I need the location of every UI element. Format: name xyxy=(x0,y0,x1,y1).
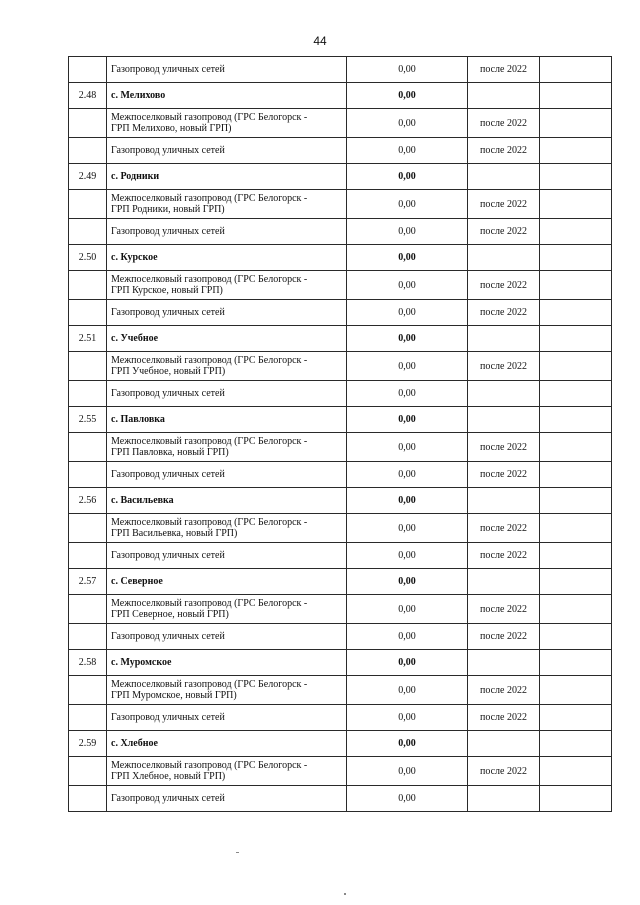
item-name xyxy=(107,624,347,650)
value-cell: 0,00 xyxy=(347,676,468,705)
value-cell: 0,00 xyxy=(347,57,468,83)
value-cell: 0,00 xyxy=(347,326,468,352)
period-cell: после 2022 xyxy=(468,624,540,650)
item-name-line: Газопровод уличных сетей xyxy=(111,712,225,723)
period-cell xyxy=(468,245,540,271)
empty-cell xyxy=(540,326,612,352)
item-name-line: Межпоселковый газопровод (ГРС Белогорск - xyxy=(111,274,308,285)
item-name-line: ГРП Павловка, новый ГРП) xyxy=(111,447,229,458)
period-cell: после 2022 xyxy=(468,543,540,569)
table-row-settlement xyxy=(69,164,612,190)
item-name-line: ГРП Хлебное, новый ГРП) xyxy=(111,771,226,782)
item-name-line: Межпоселковый газопровод (ГРС Белогорск - xyxy=(111,436,308,447)
value-cell: 0,00 xyxy=(347,352,468,381)
settlement-name xyxy=(107,731,347,757)
row-number xyxy=(69,595,107,624)
item-name xyxy=(107,462,347,488)
item-name-line: ГРП Курское, новый ГРП) xyxy=(111,285,223,296)
empty-cell xyxy=(540,138,612,164)
table-row-settlement xyxy=(69,569,612,595)
value-cell: 0,00 xyxy=(347,433,468,462)
item-name-line: с. Хлебное xyxy=(111,738,158,749)
empty-cell xyxy=(540,352,612,381)
table-row xyxy=(69,462,612,488)
settlement-name xyxy=(107,245,347,271)
period-cell xyxy=(468,569,540,595)
empty-cell xyxy=(540,543,612,569)
empty-cell xyxy=(540,83,612,109)
empty-cell xyxy=(540,190,612,219)
period-cell: после 2022 xyxy=(468,705,540,731)
period-cell: после 2022 xyxy=(468,271,540,300)
empty-cell xyxy=(540,433,612,462)
value-cell: 0,00 xyxy=(347,514,468,543)
item-name xyxy=(107,109,347,138)
table-row xyxy=(69,190,612,219)
period-cell: после 2022 xyxy=(468,352,540,381)
item-name-line: ГРП Учебное, новый ГРП) xyxy=(111,366,226,377)
period-cell xyxy=(468,786,540,812)
empty-cell xyxy=(540,624,612,650)
item-name-line: Межпоселковый газопровод (ГРС Белогорск - xyxy=(111,193,308,204)
item-name-line: Газопровод уличных сетей xyxy=(111,550,225,561)
empty-cell xyxy=(540,705,612,731)
table-row-settlement xyxy=(69,326,612,352)
settlement-name xyxy=(107,650,347,676)
row-number: 2.55 xyxy=(69,407,107,433)
item-name-line: с. Северное xyxy=(111,576,163,587)
value-cell: 0,00 xyxy=(347,109,468,138)
item-name-line: с. Курское xyxy=(111,252,158,263)
item-name xyxy=(107,543,347,569)
empty-cell xyxy=(540,650,612,676)
table-row xyxy=(69,300,612,326)
item-name-line: ГРП Муромское, новый ГРП) xyxy=(111,690,237,701)
scan-speck xyxy=(236,852,239,853)
empty-cell xyxy=(540,407,612,433)
period-cell xyxy=(468,731,540,757)
table-row xyxy=(69,433,612,462)
page-number: 44 xyxy=(313,34,327,48)
value-cell: 0,00 xyxy=(347,488,468,514)
period-cell xyxy=(468,407,540,433)
row-number xyxy=(69,624,107,650)
empty-cell xyxy=(540,57,612,83)
value-cell: 0,00 xyxy=(347,462,468,488)
item-name xyxy=(107,705,347,731)
row-number xyxy=(69,271,107,300)
item-name-line: Газопровод уличных сетей xyxy=(111,226,225,237)
empty-cell xyxy=(540,245,612,271)
item-name-line: ГРП Мелихово, новый ГРП) xyxy=(111,123,232,134)
row-number xyxy=(69,757,107,786)
item-name-line: с. Учебное xyxy=(111,333,159,344)
period-cell: после 2022 xyxy=(468,57,540,83)
period-cell xyxy=(468,381,540,407)
empty-cell xyxy=(540,164,612,190)
period-cell: после 2022 xyxy=(468,138,540,164)
value-cell: 0,00 xyxy=(347,650,468,676)
period-cell: после 2022 xyxy=(468,433,540,462)
row-number: 2.50 xyxy=(69,245,107,271)
row-number xyxy=(69,462,107,488)
value-cell: 0,00 xyxy=(347,381,468,407)
row-number xyxy=(69,433,107,462)
table-row xyxy=(69,381,612,407)
item-name-line: Межпоселковый газопровод (ГРС Белогорск - xyxy=(111,679,308,690)
item-name xyxy=(107,300,347,326)
period-cell xyxy=(468,164,540,190)
settlement-name xyxy=(107,83,347,109)
table-row xyxy=(69,514,612,543)
item-name xyxy=(107,138,347,164)
item-name-line: Межпоселковый газопровод (ГРС Белогорск - xyxy=(111,517,308,528)
table-row-settlement xyxy=(69,83,612,109)
item-name-line: Газопровод уличных сетей xyxy=(111,388,225,399)
empty-cell xyxy=(540,786,612,812)
period-cell: после 2022 xyxy=(468,462,540,488)
item-name-line: ГРП Васильевка, новый ГРП) xyxy=(111,528,238,539)
empty-cell xyxy=(540,569,612,595)
empty-cell xyxy=(540,381,612,407)
item-name xyxy=(107,595,347,624)
item-name-line: Газопровод уличных сетей xyxy=(111,307,225,318)
table-row xyxy=(69,786,612,812)
item-name-line: Газопровод уличных сетей xyxy=(111,631,225,642)
item-name-line: с. Павловка xyxy=(111,414,165,425)
period-cell xyxy=(468,83,540,109)
table-row xyxy=(69,138,612,164)
row-number xyxy=(69,514,107,543)
settlement-name xyxy=(107,488,347,514)
row-number: 2.49 xyxy=(69,164,107,190)
empty-cell xyxy=(540,271,612,300)
period-cell xyxy=(468,650,540,676)
row-number xyxy=(69,219,107,245)
table-row xyxy=(69,757,612,786)
value-cell: 0,00 xyxy=(347,245,468,271)
item-name-line: Межпоселковый газопровод (ГРС Белогорск - xyxy=(111,112,308,123)
item-name xyxy=(107,433,347,462)
item-name-line: Газопровод уличных сетей xyxy=(111,145,225,156)
row-number xyxy=(69,705,107,731)
period-cell: после 2022 xyxy=(468,300,540,326)
item-name xyxy=(107,352,347,381)
item-name xyxy=(107,786,347,812)
value-cell: 0,00 xyxy=(347,569,468,595)
gas-pipeline-table xyxy=(68,56,612,812)
item-name-line: с. Родники xyxy=(111,171,160,182)
value-cell: 0,00 xyxy=(347,300,468,326)
item-name-line: ГРП Родники, новый ГРП) xyxy=(111,204,225,215)
row-number xyxy=(69,381,107,407)
row-number xyxy=(69,786,107,812)
table-row-settlement xyxy=(69,731,612,757)
row-number xyxy=(69,352,107,381)
period-cell xyxy=(468,488,540,514)
value-cell: 0,00 xyxy=(347,624,468,650)
item-name xyxy=(107,219,347,245)
item-name-line: Межпоселковый газопровод (ГРС Белогорск - xyxy=(111,598,308,609)
item-name-line: Межпоселковый газопровод (ГРС Белогорск - xyxy=(111,355,308,366)
table-row-settlement xyxy=(69,407,612,433)
empty-cell xyxy=(540,300,612,326)
value-cell: 0,00 xyxy=(347,190,468,219)
row-number: 2.48 xyxy=(69,83,107,109)
value-cell: 0,00 xyxy=(347,757,468,786)
settlement-name xyxy=(107,326,347,352)
row-number xyxy=(69,138,107,164)
row-number xyxy=(69,109,107,138)
table-row-settlement xyxy=(69,650,612,676)
value-cell: 0,00 xyxy=(347,407,468,433)
item-name-line: Межпоселковый газопровод (ГРС Белогорск - xyxy=(111,760,308,771)
settlement-name xyxy=(107,407,347,433)
table-row xyxy=(69,57,612,83)
empty-cell xyxy=(540,462,612,488)
row-number: 2.56 xyxy=(69,488,107,514)
table-row xyxy=(69,676,612,705)
row-number: 2.59 xyxy=(69,731,107,757)
row-number: 2.58 xyxy=(69,650,107,676)
settlement-name xyxy=(107,164,347,190)
value-cell: 0,00 xyxy=(347,595,468,624)
table-row xyxy=(69,624,612,650)
item-name-line: Газопровод уличных сетей xyxy=(111,793,225,804)
row-number xyxy=(69,190,107,219)
item-name xyxy=(107,57,347,83)
item-name-line: с. Мелихово xyxy=(111,90,166,101)
table-row-settlement xyxy=(69,245,612,271)
item-name-line: с. Муромское xyxy=(111,657,172,668)
value-cell: 0,00 xyxy=(347,786,468,812)
item-name xyxy=(107,190,347,219)
item-name-line: ГРП Северное, новый ГРП) xyxy=(111,609,229,620)
item-name xyxy=(107,514,347,543)
table-row xyxy=(69,109,612,138)
item-name xyxy=(107,757,347,786)
period-cell: после 2022 xyxy=(468,109,540,138)
value-cell: 0,00 xyxy=(347,705,468,731)
empty-cell xyxy=(540,219,612,245)
item-name-line: Газопровод уличных сетей xyxy=(111,64,225,75)
empty-cell xyxy=(540,731,612,757)
period-cell: после 2022 xyxy=(468,190,540,219)
item-name xyxy=(107,381,347,407)
row-number xyxy=(69,676,107,705)
row-number xyxy=(69,543,107,569)
table-row xyxy=(69,543,612,569)
row-number xyxy=(69,57,107,83)
empty-cell xyxy=(540,676,612,705)
period-cell: после 2022 xyxy=(468,676,540,705)
item-name xyxy=(107,271,347,300)
settlement-name xyxy=(107,569,347,595)
value-cell: 0,00 xyxy=(347,219,468,245)
table-row xyxy=(69,352,612,381)
value-cell: 0,00 xyxy=(347,138,468,164)
table-row-settlement xyxy=(69,488,612,514)
value-cell: 0,00 xyxy=(347,731,468,757)
value-cell: 0,00 xyxy=(347,271,468,300)
value-cell: 0,00 xyxy=(347,83,468,109)
empty-cell xyxy=(540,109,612,138)
table-row xyxy=(69,705,612,731)
item-name xyxy=(107,676,347,705)
scan-speck xyxy=(344,893,346,895)
table-row xyxy=(69,595,612,624)
empty-cell xyxy=(540,514,612,543)
value-cell: 0,00 xyxy=(347,543,468,569)
period-cell: после 2022 xyxy=(468,595,540,624)
value-cell: 0,00 xyxy=(347,164,468,190)
empty-cell xyxy=(540,757,612,786)
row-number xyxy=(69,300,107,326)
row-number: 2.57 xyxy=(69,569,107,595)
period-cell: после 2022 xyxy=(468,514,540,543)
period-cell: после 2022 xyxy=(468,757,540,786)
empty-cell xyxy=(540,595,612,624)
empty-cell xyxy=(540,488,612,514)
item-name-line: Газопровод уличных сетей xyxy=(111,469,225,480)
period-cell: после 2022 xyxy=(468,219,540,245)
table-row xyxy=(69,219,612,245)
table-row xyxy=(69,271,612,300)
item-name-line: с. Васильевка xyxy=(111,495,174,506)
row-number: 2.51 xyxy=(69,326,107,352)
period-cell xyxy=(468,326,540,352)
